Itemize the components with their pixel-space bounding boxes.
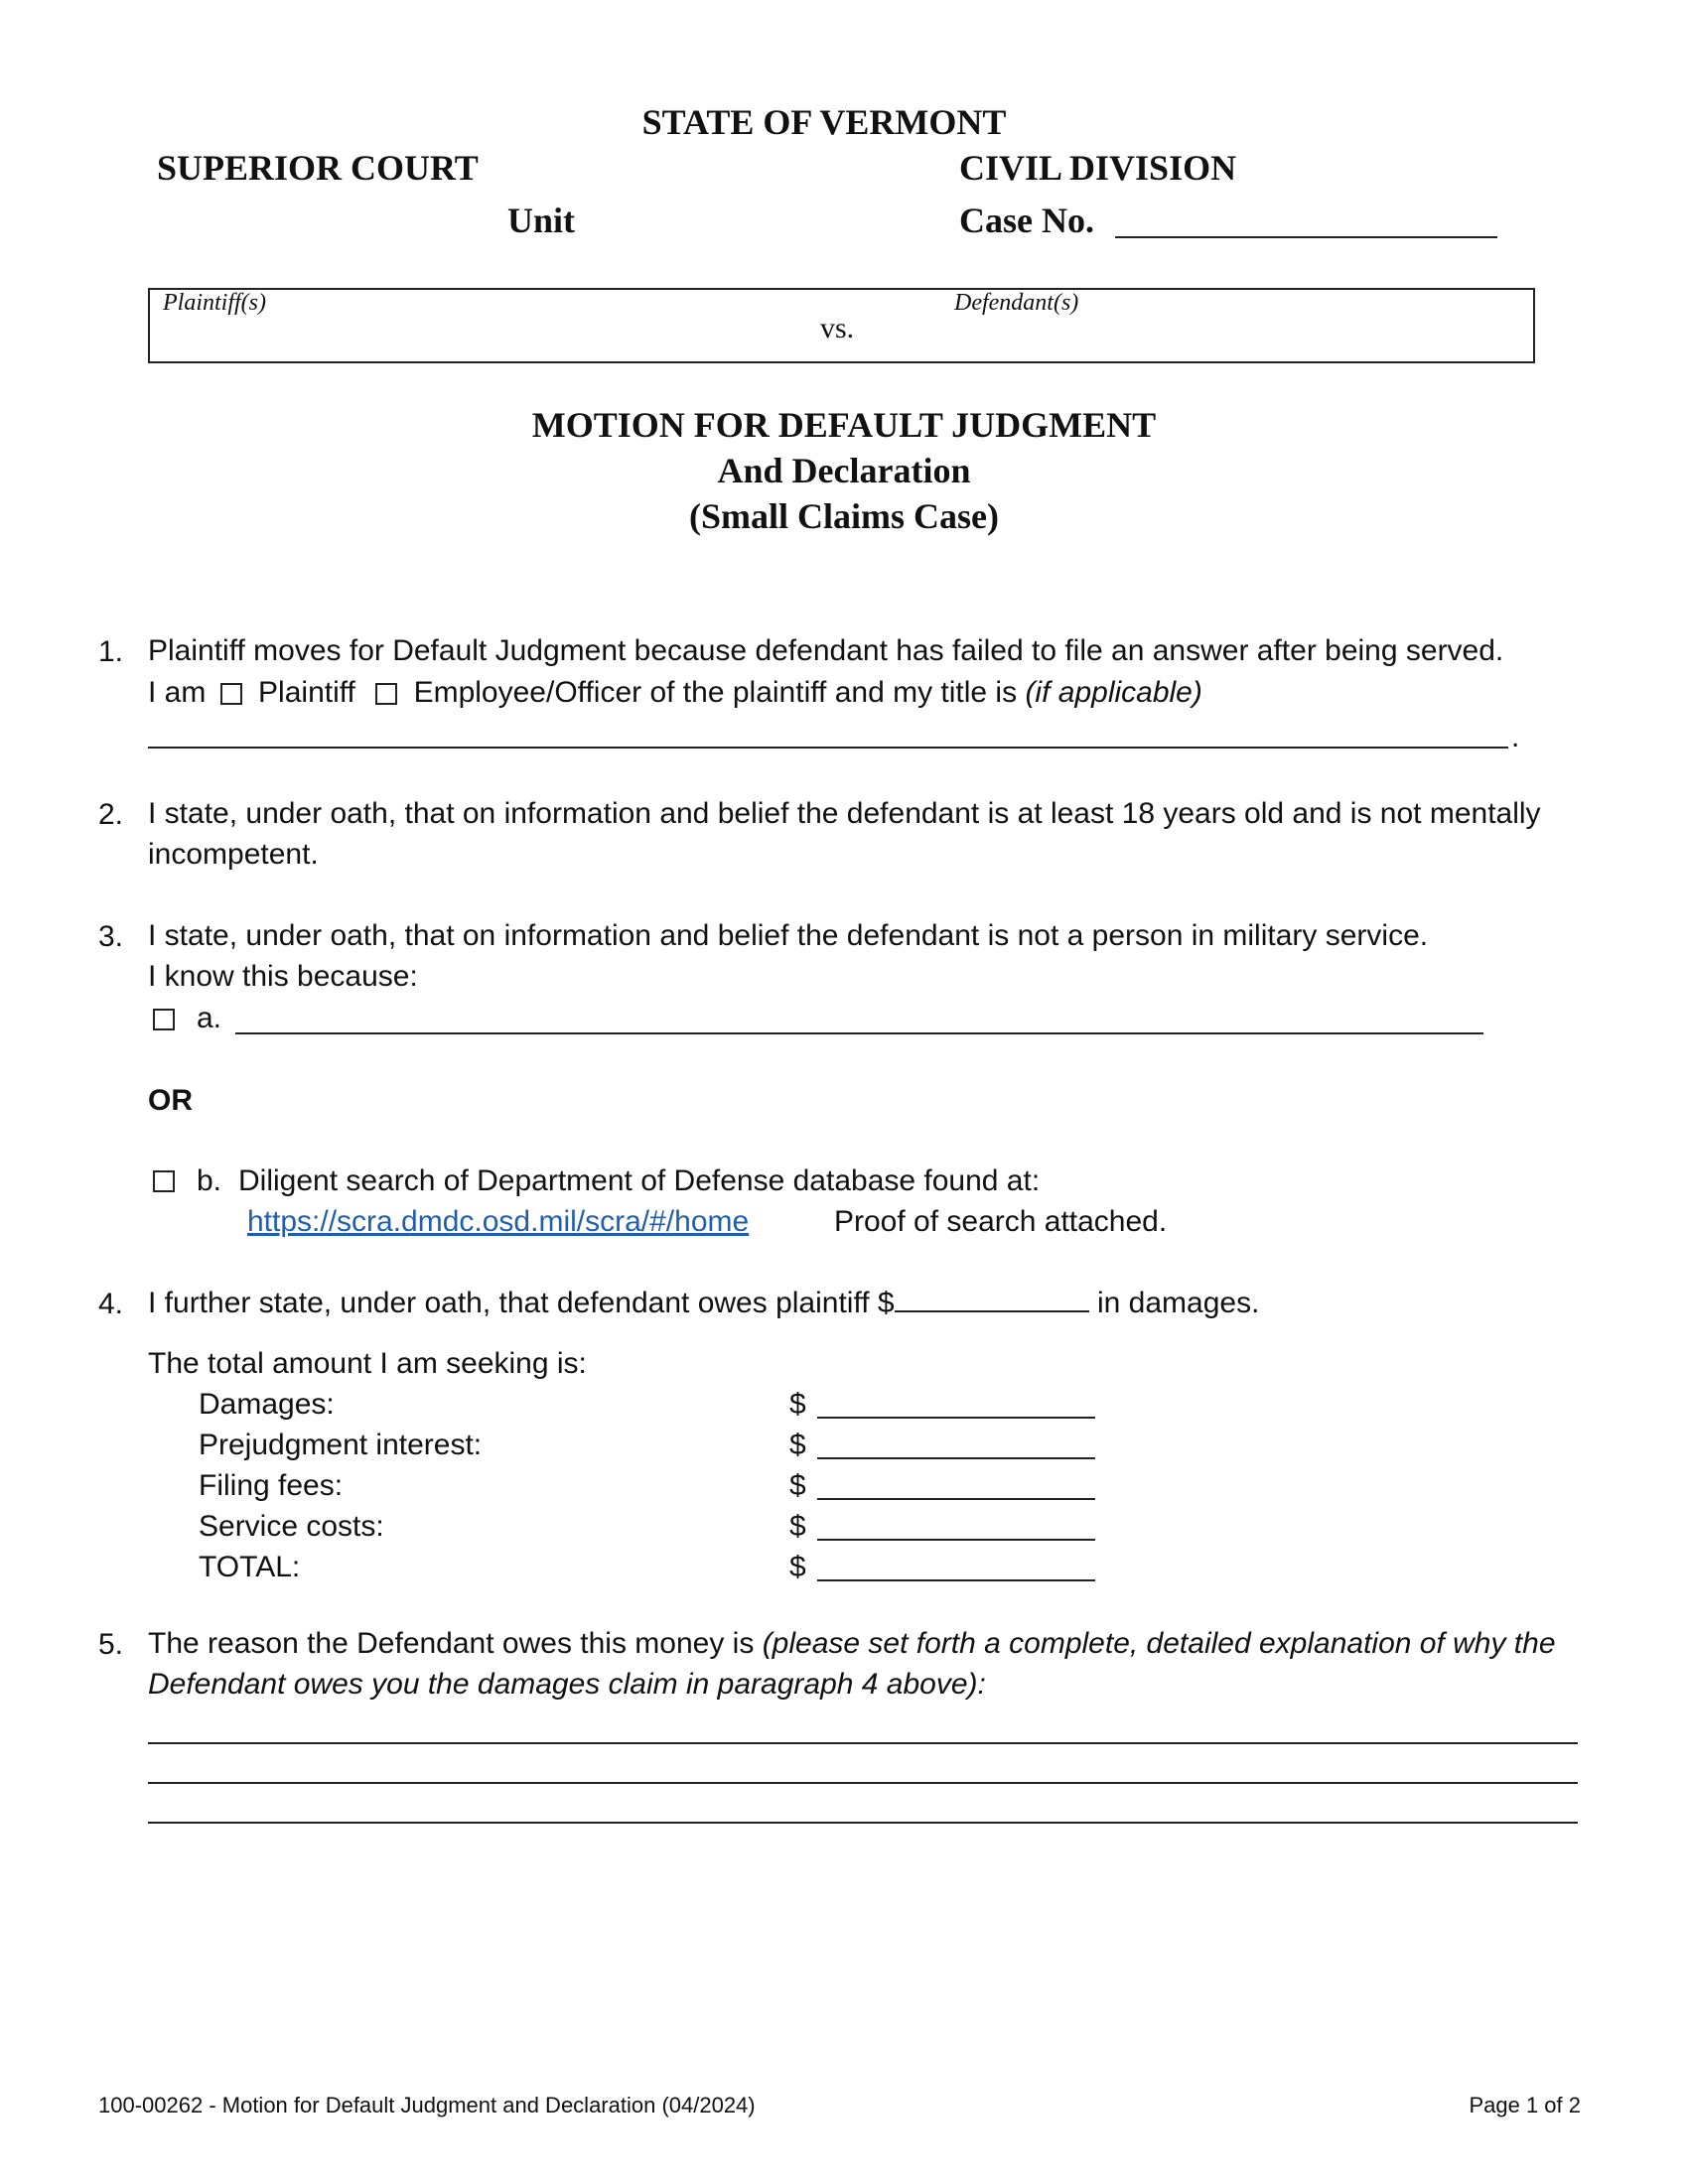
option-b-checkbox[interactable] <box>153 1170 175 1192</box>
item-number: 2. <box>98 798 124 831</box>
item1-role-line <box>148 672 1202 713</box>
row-label: Filing fees: <box>199 1469 344 1502</box>
service-costs-field[interactable] <box>817 1539 1095 1541</box>
unit-label: Unit <box>507 201 576 240</box>
item5-instruction-cont: Defendant owes you the damages claim in paragraph 4 above): <box>148 1668 986 1701</box>
total-intro: The total amount I am seeking is: <box>148 1347 587 1380</box>
case-no-field[interactable] <box>1115 236 1497 238</box>
item4-line <box>148 1283 1259 1323</box>
item2-line2: incompetent. <box>148 838 319 871</box>
row-label: Service costs: <box>199 1510 384 1543</box>
explanation-line-2[interactable] <box>148 1782 1578 1784</box>
employee-option-label: Employee/Officer of the plaintiff and my title is <box>413 676 1018 709</box>
row-label: TOTAL: <box>199 1551 301 1583</box>
item3-line1: I state, under oath, that on information and belief the defendant is not a person in military service. <box>148 919 1429 952</box>
plaintiff-option-label: Plaintiff <box>258 676 355 709</box>
form-case-type: (Small Claims Case) <box>689 496 999 536</box>
division-name: CIVIL DIVISION <box>959 148 1237 188</box>
item-number: 4. <box>98 1288 124 1320</box>
form-id-footer: 100-00262 - Motion for Default Judgment and Declaration (04/2024) <box>98 2093 756 2117</box>
case-no-label: Case No. <box>959 201 1094 240</box>
form-subtitle: And Declaration <box>717 451 971 490</box>
filing-fees-field[interactable] <box>817 1498 1095 1500</box>
form-title: MOTION FOR DEFAULT JUDGMENT <box>531 405 1157 445</box>
item-number: 5. <box>98 1628 124 1661</box>
option-b-label: b. <box>197 1164 222 1197</box>
if-applicable-note: (if applicable) <box>1025 676 1202 709</box>
currency-symbol: $ <box>789 1551 806 1583</box>
item5-instruction: (please set forth a complete, detailed explanation of why the <box>762 1627 1556 1660</box>
option-a-label: a. <box>197 1002 222 1034</box>
currency-symbol: $ <box>789 1388 806 1421</box>
defendant-label: Defendant(s) <box>954 290 1079 316</box>
prejudgment-interest-field[interactable] <box>817 1457 1095 1459</box>
title-field[interactable] <box>148 747 1508 749</box>
plaintiff-checkbox[interactable] <box>220 683 242 705</box>
item1-text: Plaintiff moves for Default Judgment because defendant has failed to file an answer after being served. <box>148 634 1504 667</box>
item-number: 3. <box>98 920 124 953</box>
explanation-line-3[interactable] <box>148 1822 1578 1824</box>
option-b-text: Diligent search of Department of Defense database found at: <box>238 1164 1041 1197</box>
item5-text: The reason the Defendant owes this money is <box>148 1627 755 1660</box>
item-number: 1. <box>98 635 124 668</box>
vs-label: vs. <box>820 312 855 344</box>
row-label: Damages: <box>199 1388 335 1421</box>
item2-line1: I state, under oath, that on information and belief the defendant is at least 18 years old and is not mentally <box>148 797 1541 830</box>
row-label: Prejudgment interest: <box>199 1429 483 1461</box>
item4-text-after: in damages. <box>1096 1287 1260 1319</box>
item4-text-before: I further state, under oath, that defendant owes plaintiff $ <box>148 1287 895 1319</box>
plaintiff-label: Plaintiff(s) <box>163 290 266 316</box>
proof-note: Proof of search attached. <box>834 1205 1168 1238</box>
title-field-period: . <box>1511 721 1520 753</box>
state-title: STATE OF VERMONT <box>641 102 1007 142</box>
currency-symbol: $ <box>789 1429 806 1461</box>
total-field[interactable] <box>817 1579 1095 1581</box>
currency-symbol: $ <box>789 1510 806 1543</box>
item3-line2: I know this because: <box>148 960 418 993</box>
explanation-line-1[interactable] <box>148 1742 1578 1744</box>
currency-symbol: $ <box>789 1469 806 1502</box>
iam-label: I am <box>148 676 207 709</box>
option-a-checkbox[interactable] <box>153 1009 175 1030</box>
or-separator: OR <box>148 1084 193 1117</box>
employee-checkbox[interactable] <box>375 683 397 705</box>
page-number: Page 1 of 2 <box>1469 2093 1581 2117</box>
court-name: SUPERIOR COURT <box>157 148 479 188</box>
damages-field[interactable] <box>817 1417 1095 1419</box>
damages-amount-field[interactable] <box>895 1285 1089 1312</box>
dod-database-link[interactable]: https://scra.dmdc.osd.mil/scra/#/home <box>247 1205 750 1238</box>
option-a-field[interactable] <box>235 1032 1483 1034</box>
item5-line1 <box>148 1623 1556 1664</box>
